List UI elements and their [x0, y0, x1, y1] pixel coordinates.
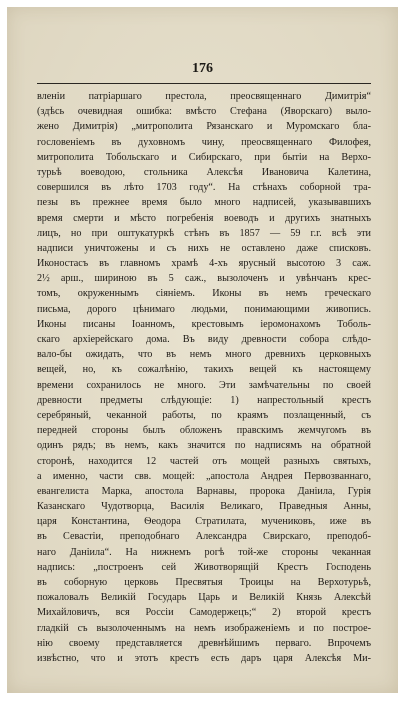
text-line: наго Даніила“. На нижнемъ рогѣ той-же стороны чеканная: [37, 546, 371, 558]
text-line: вало-бы ожидать, что въ немъ много древнихъ церковныхъ: [37, 349, 371, 361]
text-line: скаго архіерейскаго дома. Въ виду древности собора слѣдо-: [37, 334, 371, 345]
text-line: совершился въ лѣто 1703 году“. На стѣнахъ соборной тра-: [37, 182, 371, 194]
text-line: 2½ арш., шириною въ 5 саж., вызолоченъ и увѣнчанъ крес-: [37, 273, 371, 285]
text-line: царя Константина, Ѳеодора Стратилата, мучениковъ, иже въ: [37, 516, 371, 528]
text-line: надписи уничтожены и съ нихъ не оставлено даже списковъ.: [37, 242, 371, 254]
text-line: митрополита Тобольскаго и Сибирскаго, при бытіи на Верхо-: [37, 151, 371, 163]
text-line: сторонѣ, находится 12 частей отъ мощей разныхъ святыхъ,: [37, 455, 371, 467]
text-line: письма, дорого цѣнимаго людьми, понимающими живопись.: [37, 303, 371, 315]
text-line: нію своему представляется древнѣйшимъ перваго. Впрочемъ: [37, 637, 371, 649]
text-line: время смерти и мѣсто погребенія воеводъ и другихъ знатныхъ: [37, 212, 371, 224]
text-line: а именно, части свв. мощей: „апостола Андрея Первозваннаго,: [37, 470, 371, 482]
text-line: извѣстно, что и этотъ крестъ есть даръ царя Алексѣя Ми-: [37, 652, 371, 664]
book-page: [7, 7, 398, 693]
text-line: вещей, но, къ сожалѣнію, такихъ вещей къ настоящему: [37, 364, 371, 376]
text-line: пожаловалъ Великій Государь Царь и Великій Князь Алексѣй: [37, 592, 371, 604]
text-line: въ Севастіи, преподобнаго Александра Свирскаго, преподоб-: [37, 531, 371, 543]
text-line: Иконы писаны Іоанномъ, крестовымъ іеромонахомъ Тоболь-: [37, 318, 371, 330]
text-line: жено Димитрія) „митрополита Рязанскаго и Муромскаго бла-: [37, 121, 371, 133]
header-rule: [37, 83, 371, 84]
text-line: томъ, окруженнымъ сіяніемъ. Иконы въ немъ греческаго: [37, 288, 371, 300]
text-line: вленіи патріаршаго престола, преосвященнаго Димитрія“: [37, 91, 371, 102]
page-number: 176: [192, 61, 213, 76]
body-text: [37, 89, 371, 666]
text-line: въ соборную церковь Пресвятыя Троицы на Верхотурьѣ,: [37, 577, 371, 588]
text-line: передней стороны былъ обложенъ правскимъ жемчугомъ въ: [37, 425, 371, 437]
text-line: гословеніемъ въ духовномъ чину, преосвященнаго Филофея,: [37, 136, 371, 148]
text-line: Казанскаго Чудотворца, Василія Великаго, Праведныя Анны,: [37, 501, 371, 513]
text-line: евангелиста Марка, апостола Варнавы, пророка Даніила, Гурія: [37, 485, 371, 497]
text-line: Иконостасъ въ главномъ храмѣ 4-хъ ярусный высотою 3 саж.: [37, 258, 371, 270]
text-line: надпись: „построенъ сей Животворящій Крестъ Господень: [37, 561, 371, 573]
text-line: (здѣсь очевидная ошибка: вмѣсто Стефана (Яворскаго) выло-: [37, 106, 371, 118]
text-line: времени сохранилось не много. Эти замѣчательны по своей: [37, 379, 371, 391]
text-line: лицъ, но при оштукатуркѣ стѣнъ въ 1857 — 59 г.г. всѣ эти: [37, 227, 371, 239]
text-line: Михайловичъ, вся Россіи Самодержецъ;“ 2) второй крестъ: [37, 607, 371, 619]
text-line: пезы въ прежнее время было много надписей, указывавшихъ: [37, 197, 371, 209]
text-line: серебряный, чеканной работы, по краямъ позлащенный, съ: [37, 409, 371, 421]
text-line: одинъ рядъ; въ немъ, какъ значится по надписямъ на обратной: [37, 440, 371, 452]
text-line: турьѣ воеводою, стольника Алексѣя Ивановича Калетина,: [37, 166, 371, 178]
text-line: гладкій съ вызолоченнымъ на немъ изображеніемъ и по построе-: [37, 622, 371, 634]
text-line: древности предметы слѣдующіе: 1) напрестольный крестъ: [37, 394, 371, 406]
